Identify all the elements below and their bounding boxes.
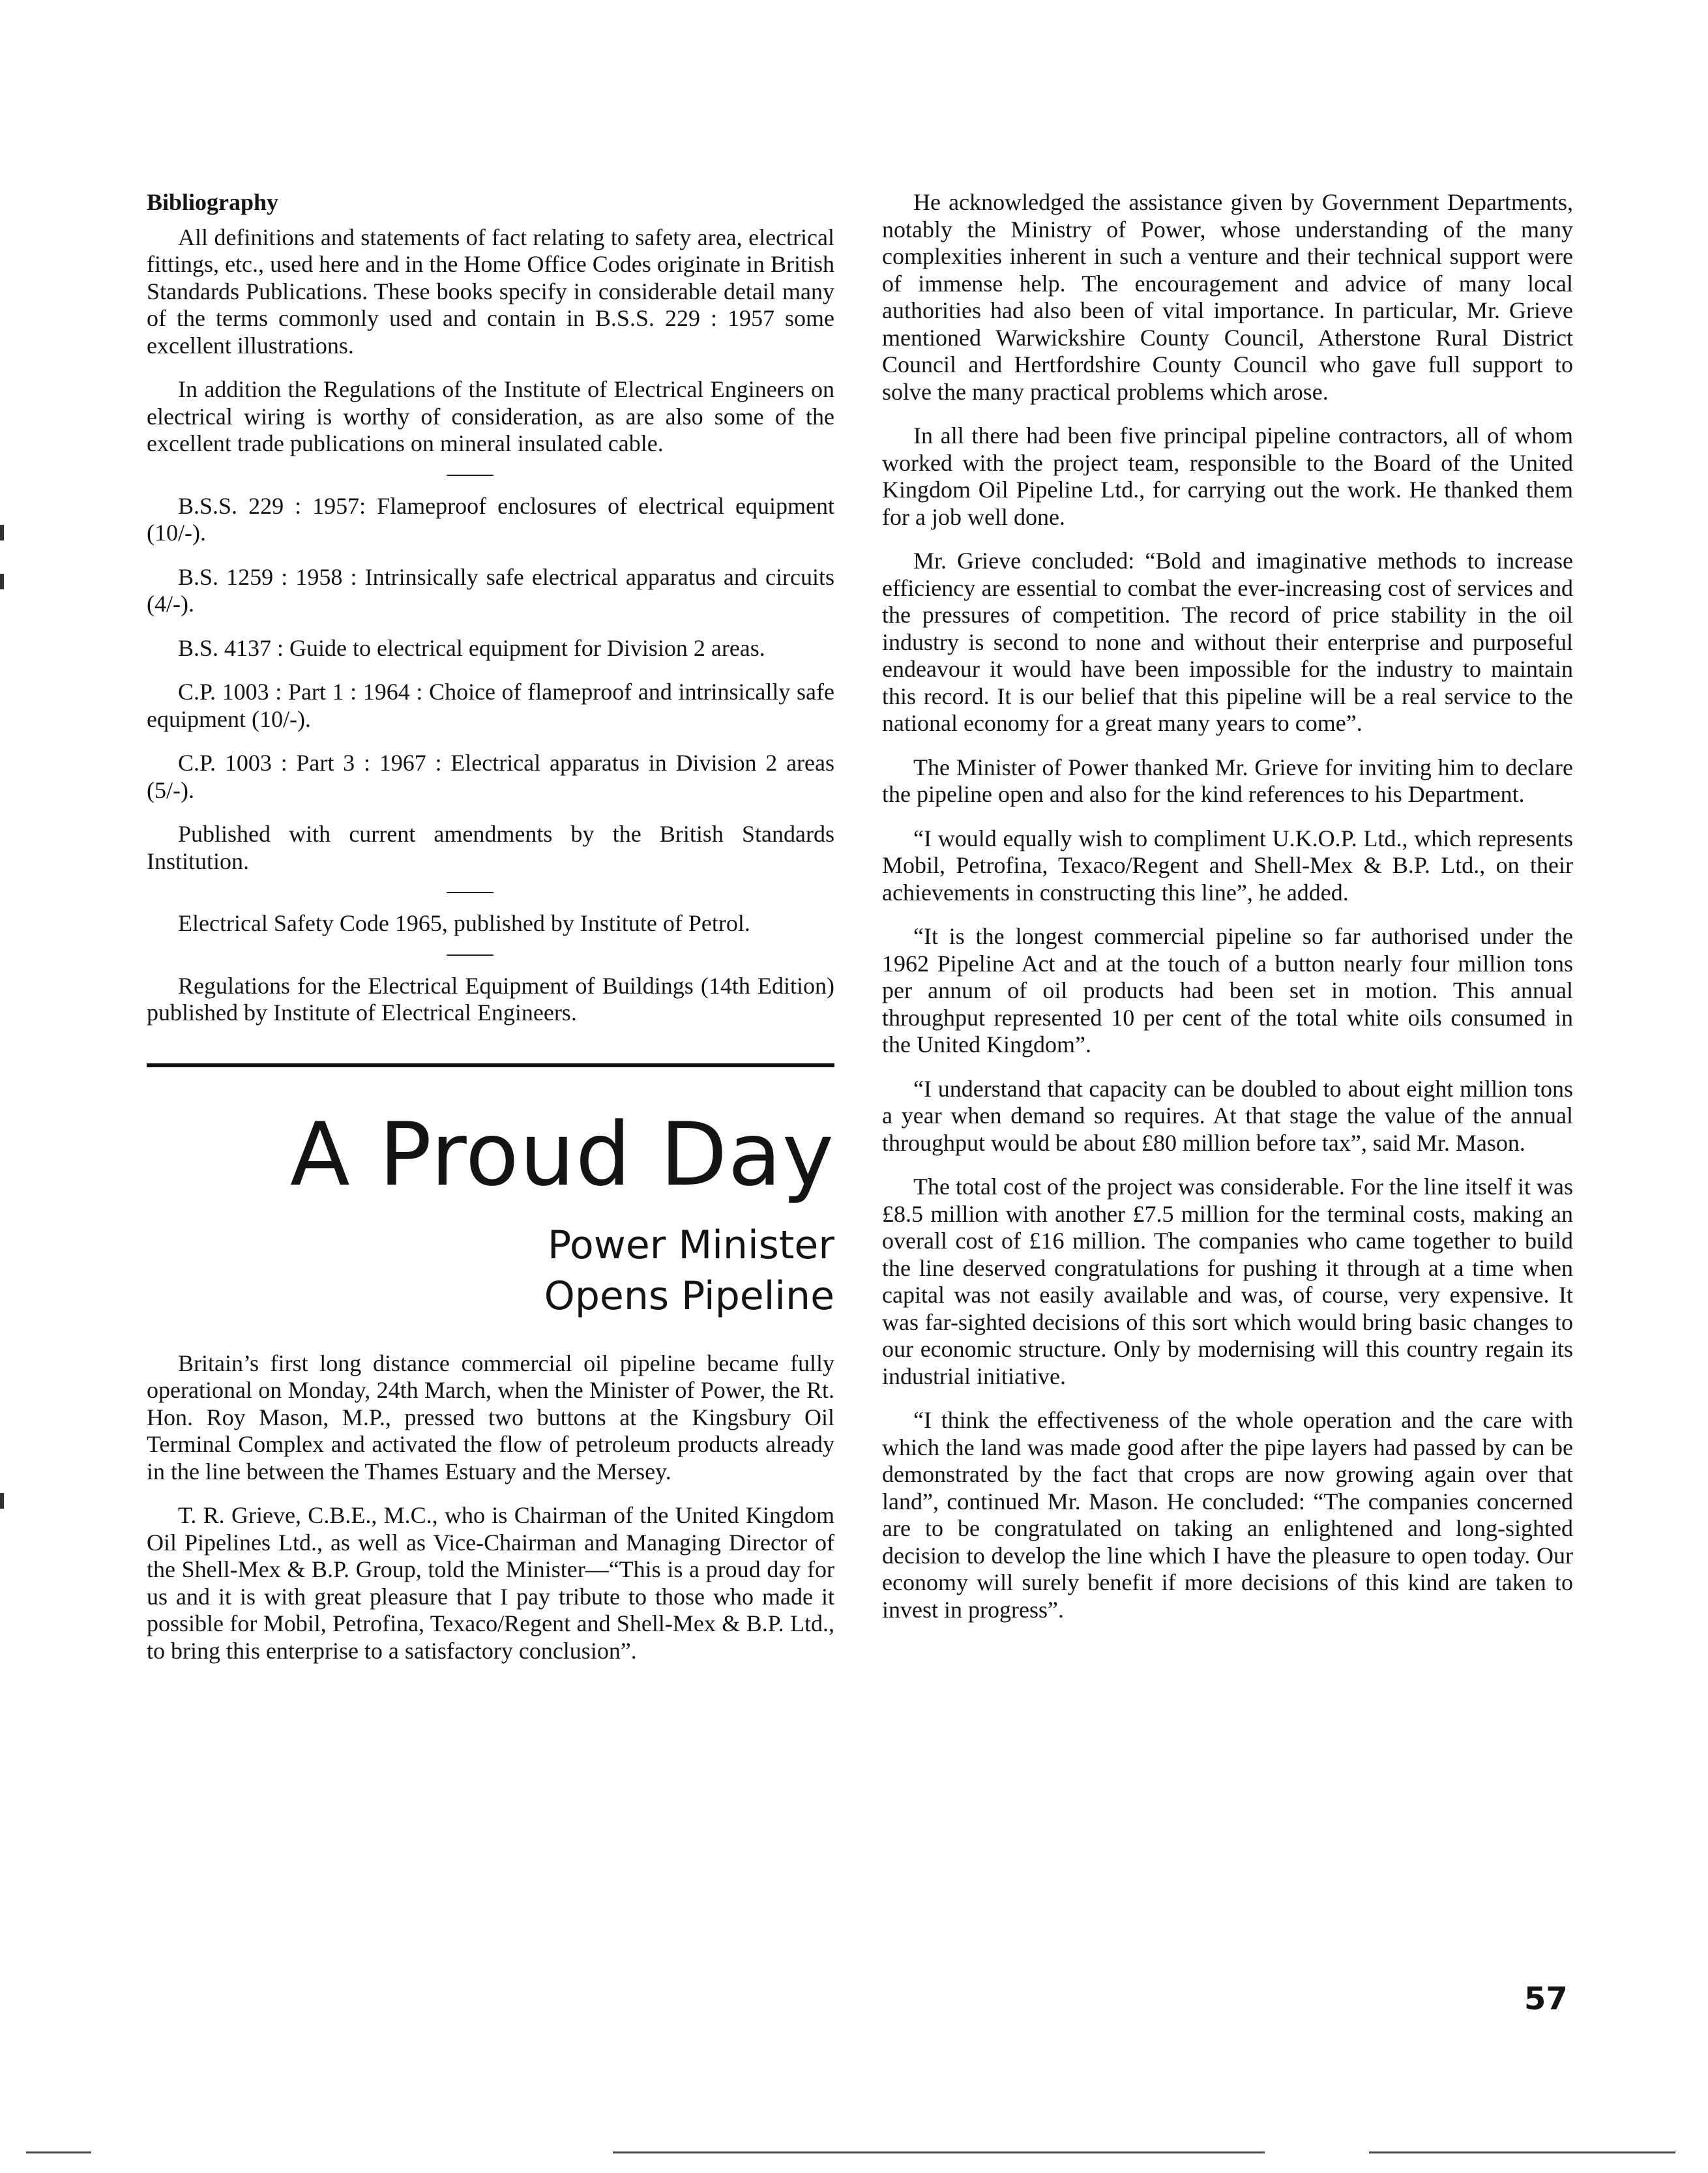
scan-mark: [0, 1493, 4, 1509]
scan-mark: [0, 574, 4, 589]
scan-edge-line: [26, 2151, 91, 2153]
section-divider: [447, 892, 493, 893]
standard-entry: B.S.S. 229 : 1957: Flameproof enclosures of electrical equipment (10/-).: [147, 492, 834, 546]
bib-paragraph: All definitions and statements of fact relating to safety area, electrical fittings, etc., used here and in the Home Office Codes originate in British Standards Publications. These books specify in considerable detail many of the terms commonly used and contain in B.S.S. 229 : 1957 some excellent illustrations.: [147, 224, 834, 359]
standard-entry: B.S. 1259 : 1958 : Intrinsically safe electrical apparatus and circuits (4/-).: [147, 563, 834, 617]
article-paragraph: Mr. Grieve concluded: “Bold and imaginative methods to increase efficiency are essential to combat the ever-increasing cost of services and the pressures of competition. The record of price stability in the oil industry is second to none and without their enterprise and purposeful endeavour it would have been impossible for the industry to maintain this record. It is our belief that this pipeline will be a real service to the national economy for a great many years to come”.: [882, 548, 1573, 736]
bib-paragraph: In addition the Regulations of the Institute of Electrical Engineers on electrical wiring is worthy of consideration, as are also some of the excellent trade publications on mineral insulated cable.: [147, 376, 834, 456]
regulations-entry: Regulations for the Electrical Equipment of Buildings (14th Edition) published by Institute of Electrical Engineers.: [147, 972, 834, 1026]
article-paragraph: “I think the effectiveness of the whole operation and the care with which the land was made good after the pipe layers had passed by can be demonstrated by the fact that crops are now growing again over that land”, continued Mr. Mason. He concluded: “The companies concerned are to be congratulated on taking an enlightened and long-sighted decision to develop the line which I have the pleasure to open today. Our economy will surely benefit if more decisions of this kind are taken to invest in progress”.: [882, 1407, 1573, 1623]
article-headline: A Proud Day: [289, 1103, 834, 1205]
standard-entry: Published with current amendments by the British Standards Institution.: [147, 821, 834, 874]
right-column: [882, 189, 1573, 1640]
subhead-line: Opens Pipeline: [544, 1273, 834, 1319]
scan-edge-line: [613, 2151, 1265, 2153]
section-divider: [447, 475, 493, 476]
scan-edge-line: [1369, 2151, 1675, 2153]
scan-mark: [0, 525, 4, 540]
standard-entry: B.S. 4137 : Guide to electrical equipment for Division 2 areas.: [178, 634, 765, 661]
subhead-line: Power Minister: [548, 1222, 834, 1268]
article-paragraph: “It is the longest commercial pipeline so far authorised under the 1962 Pipeline Act and at the touch of a button nearly four million tons per annum of oil products had been set in motion. This annual throughput represented 10 per cent of the total white oils consumed in the United Kingdom”.: [882, 923, 1573, 1057]
article-paragraph: T. R. Grieve, C.B.E., M.C., who is Chairman of the United Kingdom Oil Pipelines Ltd., as well as Vice-Chairman and Managing Director of the Shell-Mex & B.P. Group, told the Minister—“This is a proud day for us and it is with great pleasure that I pay tribute to those who made it possible for Mobil, Petrofina, Texaco/Regent and Shell-Mex & B.P. Ltd., to bring this enterprise to a satisfactory conclusion”.: [147, 1502, 834, 1664]
article-paragraph: In all there had been five principal pipeline contractors, all of whom worked with the project team, responsible to the Board of the United Kingdom Oil Pipeline Ltd., for carrying out the work. He thanked them for a job well done.: [882, 422, 1573, 530]
standard-entry: C.P. 1003 : Part 1 : 1964 : Choice of flameproof and intrinsically safe equipment (10/-).: [147, 679, 834, 732]
left-column: [147, 189, 834, 1681]
article-paragraph: “I would equally wish to compliment U.K.O.P. Ltd., which represents Mobil, Petrofina, Texaco/Regent and Shell-Mex & B.P. Ltd., on their achievements in constructing this line”, he added.: [882, 825, 1573, 906]
article-paragraph: Britain’s first long distance commercial oil pipeline became fully operational on Monday, 24th March, when the Minister of Power, the Rt. Hon. Roy Mason, M.P., pressed two buttons at the Kingsbury Oil Terminal Complex and activated the flow of petroleum products already in the line between the Thames Estuary and the Mersey.: [147, 1350, 834, 1485]
article-paragraph: The Minister of Power thanked Mr. Grieve for inviting him to declare the pipeline open and also for the kind references to his Department.: [882, 754, 1573, 807]
article-paragraph: “I understand that capacity can be doubled to about eight million tons a year when demand so requires. At that stage the value of the annual throughput would be about £80 million before tax”, said Mr. Mason.: [882, 1075, 1573, 1156]
bibliography-heading: Bibliography: [147, 189, 279, 215]
article-subhead: [147, 1220, 834, 1322]
safety-code-entry: Electrical Safety Code 1965, published by Institute of Petrol.: [178, 910, 750, 936]
article-paragraph: The total cost of the project was considerable. For the line itself it was £8.5 million with another £7.5 million for the terminal costs, making an overall cost of £16 million. The companies who came together to build the line deserved congratulations for pushing it through at a time when capital was not easily available and was, of course, very expensive. It was far-sighted decisions of this sort which would bring basic changes to our economic structure. Only by modernising will this country regain its industrial initiative.: [882, 1174, 1573, 1389]
page-number: 57: [1524, 1981, 1568, 2017]
article-paragraph: He acknowledged the assistance given by Government Departments, notably the Ministry of Power, whose understanding of the many complexities inherent in such a venture and their technical support were of immense help. The encouragement and advice of many local authorities had also been of vital importance. In particular, Mr. Grieve mentioned Warwickshire County Council, Atherstone Rural District Council and Hertfordshire County Council who gave full support to solve the many practical problems which arose.: [882, 189, 1573, 405]
section-divider: [447, 954, 493, 956]
article-divider: [147, 1063, 834, 1067]
standard-entry: C.P. 1003 : Part 3 : 1967 : Electrical apparatus in Division 2 areas (5/-).: [147, 750, 834, 803]
